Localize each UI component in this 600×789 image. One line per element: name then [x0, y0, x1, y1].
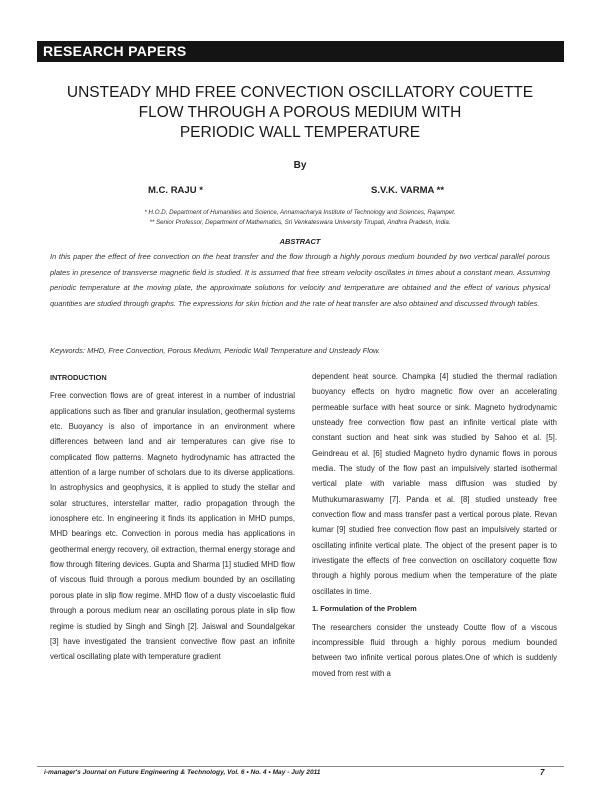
affiliation-1: * H.O.D, Department of Humanities and Science, Annamacharya Institute of Technology and Sciences, Rajampet.	[144, 209, 456, 216]
author-2: S.V.K. VARMA **	[371, 185, 445, 196]
page-number: 7	[540, 768, 545, 777]
formulation-text: The researchers consider the unsteady Coutte flow of a viscous incompressible fluid through a highly porous medium bounded between two infinite vertical porous plates.One of which is suddenly moved from rest with a	[312, 622, 557, 678]
section-banner: RESEARCH PAPERS	[37, 41, 564, 62]
title-line-3: PERIODIC WALL TEMPERATURE	[179, 124, 421, 141]
abstract-text: In this paper the effect of free convection on the heat transfer and the flow through a highly porous medium bounded by two vertical parallel porous plates in presence of transverse magnetic field is studied. It is assumed that free stream velocity oscillates in times about a constant mean. Assuming periodic temperature at the moving plate, the approximate solutions for velocity and temperature are obtained and the effect of various physical quantities are studied through graphs. The expressions for skin friction and the rate of heat transfer are also obtained and discussed through tables.	[50, 252, 550, 308]
paper-title	[40, 83, 560, 143]
abstract-heading: ABSTRACT	[279, 237, 321, 246]
introduction-heading: INTRODUCTION	[50, 373, 107, 382]
title-line-1: UNSTEADY MHD FREE CONVECTION OSCILLATORY COUETTE	[66, 84, 534, 101]
journal-footer: i-manager's Journal on Future Engineering & Technology, Vol. 6 • No. 4 • May - July 2011	[44, 769, 321, 776]
right-column	[312, 369, 557, 681]
left-column	[50, 370, 295, 665]
footer-rule	[37, 766, 564, 767]
by-label: By	[293, 160, 307, 171]
title-line-2: FLOW THROUGH A POROUS MEDIUM WITH	[138, 104, 462, 121]
author-1: M.C. RAJU *	[148, 185, 203, 196]
introduction-text: Free convection flows are of great interest in a number of industrial applications such as fiber and granular insulation, geothermal systems etc. Buoyancy is also of importance in an environment where differences between land and air temperatures can give rise to complicated flow patterns. Magneto hydrodynamic has attracted the attention of a large number of scholars due to its diverse applications. In astrophysics and geophysics, it is applied to study the stellar and solar structures, interstellar matter, radio propagation through the ionosphere etc. In engineering it finds its application in MHD pumps, MHD bearings etc. Convection in porous media has applications in geothermal energy recovery, oil extraction, thermal energy storage and flow through filtering devices. Gupta and Sharma [1] studied MHD flow of viscous fluid through a porous medium bounded by an oscillating porous plate in slip flow regime. MHD flow of a dusty viscoelastic fluid through a porous medium near an oscillating porous plate in slip flow regime is studied by Singh and Singh [2]. Jaiswal and Soundalgekar [3] have investigated the transient convective flow past an infinite vertical oscillating plate with temperature gradient	[50, 391, 295, 662]
affiliation-2: ** Senior Professor, Department of Mathematics, Sri Venkateswara University Tirupati, Andhra Pradesh, India.	[149, 219, 451, 226]
keywords: Keywords: MHD, Free Convection, Porous Medium, Periodic Wall Temperature and Unsteady Flow.	[50, 346, 381, 355]
introduction-continued: dependent heat source. Champka [4] studied the thermal radiation buoyancy effects on hydro magnetic flow over an accelerating permeable surface with heat source or sink. Magneto hydrodynamic unsteady free convection flow past an infinite vertical plate with constant suction and heat sink was studied by Sahoo et al. [5]. Geindreau et al. [6] studied Magneto hydro dynamic flows in porous media. The study of the flow past an impulsively started isothermal vertical plate with variable mass diffusion was studied by Muthukumaraswamy [7]. Panda et al. [8] studied unsteady free convection flow and mass transfer past a vertical porous plate. Revan kumar [9] studied free convection flow past an impulsively started or oscillating infinite vertical plate. The object of the present paper is to investigate the effects of free convection on oscillatory coquette flow through a highly porous medium when the temperature of the plate oscillates in time.	[312, 372, 557, 596]
formulation-heading: 1. Formulation of the Problem	[312, 604, 417, 614]
